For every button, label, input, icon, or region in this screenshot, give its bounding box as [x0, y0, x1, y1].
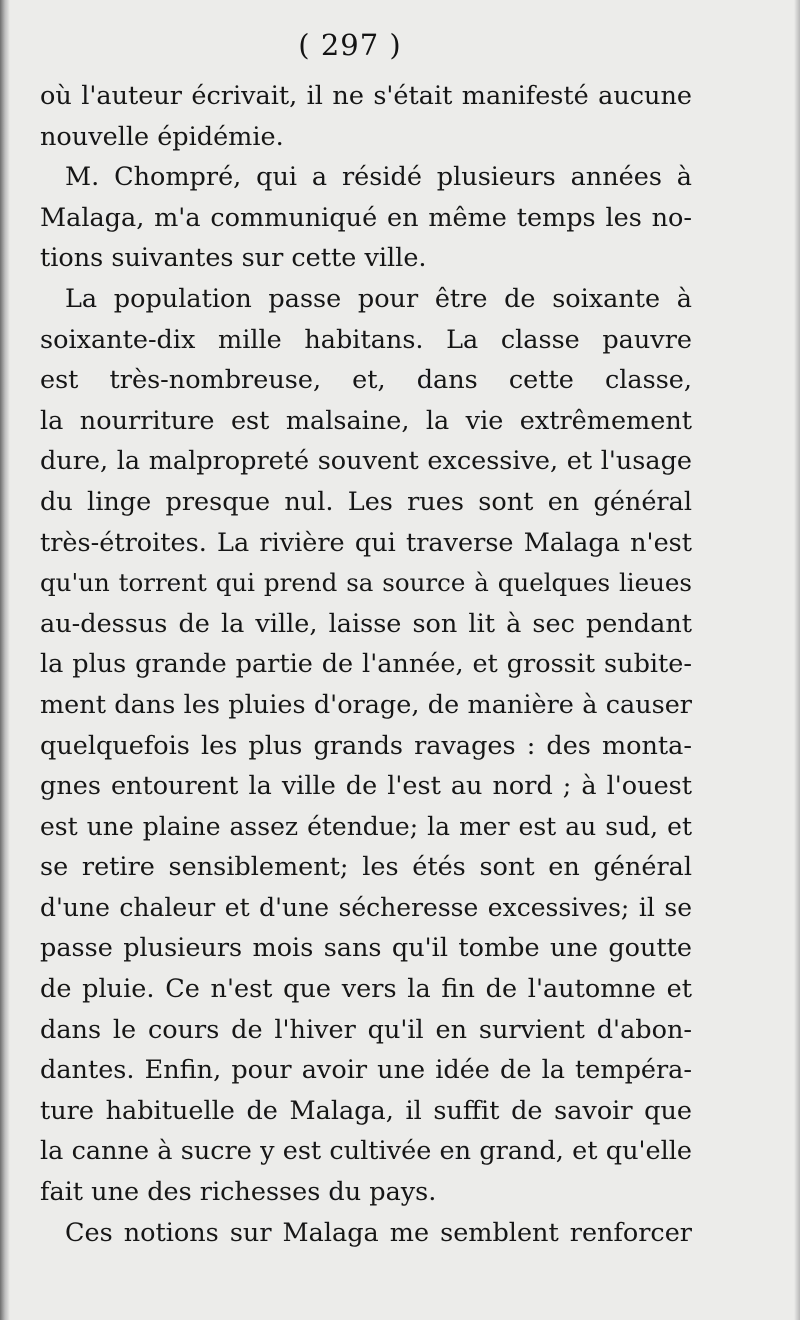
page-gutter-shadow	[0, 0, 10, 1320]
text-line: la plus grande partie de l'année, et grossit subite-	[40, 649, 692, 680]
text-line: Ces notions sur Malaga me semblent renforcer	[65, 1217, 692, 1248]
text-line: soixante-dix mille habitans. La classe pauvre	[40, 324, 692, 355]
text-line: la canne à sucre y est cultivée en grand, et qu'elle	[40, 1136, 692, 1167]
page-edge-shadow	[794, 0, 800, 1320]
page-number: ( 297 )	[298, 28, 402, 62]
text-line: M. Chompré, qui a résidé plusieurs années à	[65, 162, 692, 193]
text-line: la nourriture est malsaine, la vie extrêmement	[40, 405, 692, 436]
text-line: où l'auteur écrivait, il ne s'était manifesté aucune	[40, 81, 692, 111]
text-line: au-dessus de la ville, laisse son lit à sec pendant	[40, 608, 692, 639]
text-line: qu'un torrent qui prend sa source à quelques lieues	[40, 568, 692, 598]
text-line: est très-nombreuse, et, dans cette classe,	[40, 365, 692, 396]
text-line: d'une chaleur et d'une sécheresse excessives; il se	[40, 892, 692, 922]
text-line: ture habituelle de Malaga, il suffit de savoir que	[40, 1095, 692, 1126]
text-line: quelquefois les plus grands ravages : des monta-	[40, 730, 692, 761]
text-line: se retire sensiblement; les étés sont en général	[40, 852, 692, 883]
text-line: ment dans les pluies d'orage, de manière à causer	[40, 689, 692, 720]
text-line: est une plaine assez étendue; la mer est au sud, et	[40, 811, 692, 841]
text-line: gnes entourent la ville de l'est au nord ; à l'ouest	[40, 771, 692, 802]
text-line: fait une des richesses du pays.	[40, 1177, 437, 1208]
text-line: dantes. Enfin, pour avoir une idée de la tempéra-	[40, 1055, 692, 1086]
text-line: très-étroites. La rivière qui traverse Malaga n'est	[40, 527, 692, 558]
body-text	[40, 76, 692, 1253]
text-line: du linge presque nul. Les rues sont en général	[40, 486, 692, 517]
text-line: passe plusieurs mois sans qu'il tombe une goutte	[40, 933, 692, 964]
text-line: dans le cours de l'hiver qu'il en survient d'abon-	[40, 1014, 692, 1045]
text-line: dure, la malpropreté souvent excessive, et l'usage	[40, 446, 692, 477]
text-line: Malaga, m'a communiqué en même temps les no-	[40, 202, 692, 233]
text-line: La population passe pour être de soixante à	[65, 283, 692, 314]
text-line: de pluie. Ce n'est que vers la fin de l'automne et	[40, 974, 692, 1005]
text-line: nouvelle épidémie.	[40, 121, 284, 152]
text-line: tions suivantes sur cette ville.	[40, 243, 427, 274]
